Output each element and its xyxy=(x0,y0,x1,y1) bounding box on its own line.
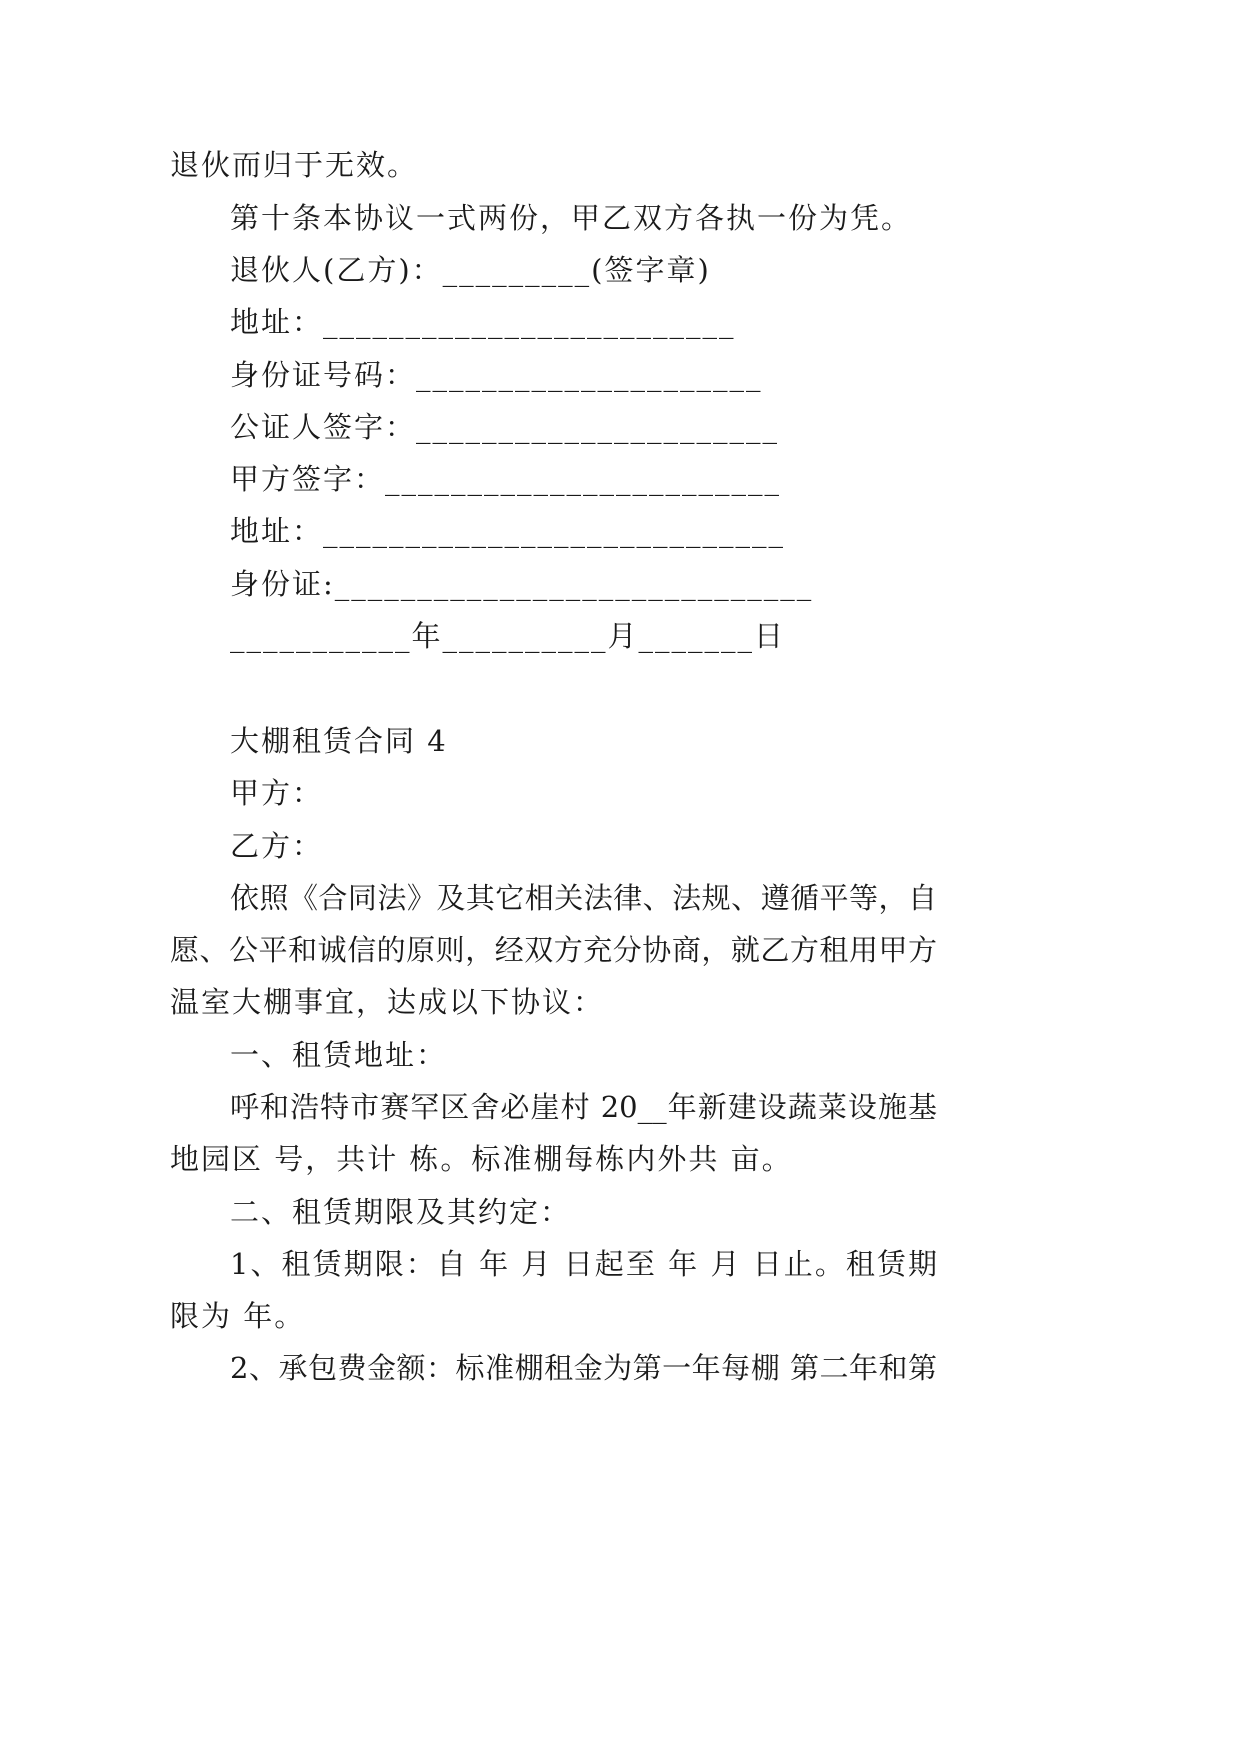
paragraph-line: 依照《合同法》及其它相关法律、法规、遵循平等，自 xyxy=(230,881,937,915)
address-field: 地址：____________________________ xyxy=(230,514,786,548)
id-number-field: 身份证号码：_____________________ xyxy=(230,358,763,392)
section-title: 大棚租赁合同 4 xyxy=(230,724,448,758)
paragraph-line: 愿、公平和诚信的原则，经双方充分协商，就乙方租用甲方 xyxy=(170,933,937,967)
section-heading: 二、租赁期限及其约定： xyxy=(230,1195,572,1229)
paragraph-line: 温室大棚事宜，达成以下协议： xyxy=(170,985,605,1019)
section-heading: 一、租赁地址： xyxy=(230,1038,448,1072)
party-a-label: 甲方： xyxy=(230,776,324,810)
paragraph-line: 1、租赁期限：自 年 月 日起至 年 月 日止。租赁期 xyxy=(230,1247,937,1281)
paragraph-line: 地园区 号，共计 栋。标准棚每栋内外共 亩。 xyxy=(170,1142,793,1176)
paragraph-line: 呼和浩特市赛罕区舍必崖村 20__年新建设蔬菜设施基 xyxy=(230,1090,937,1124)
notary-signature-field: 公证人签字：______________________ xyxy=(230,410,780,444)
text-line: 退伙而归于无效。 xyxy=(170,148,419,182)
paragraph-line: 2、承包费金额：标准棚租金为第一年每棚 第二年和第 xyxy=(230,1351,937,1385)
paragraph-line: 限为 年。 xyxy=(170,1299,306,1333)
date-field: ___________年__________月_______日 xyxy=(230,619,786,653)
party-a-signature-field: 甲方签字：________________________ xyxy=(230,462,782,496)
signature-field: 退伙人(乙方)：_________(签字章) xyxy=(230,253,711,287)
address-field: 地址：_________________________ xyxy=(230,305,736,339)
id-field: 身份证:_____________________________ xyxy=(230,567,814,601)
text-line: 第十条本协议一式两份，甲乙双方各执一份为凭。 xyxy=(230,201,913,235)
party-b-label: 乙方： xyxy=(230,829,324,863)
